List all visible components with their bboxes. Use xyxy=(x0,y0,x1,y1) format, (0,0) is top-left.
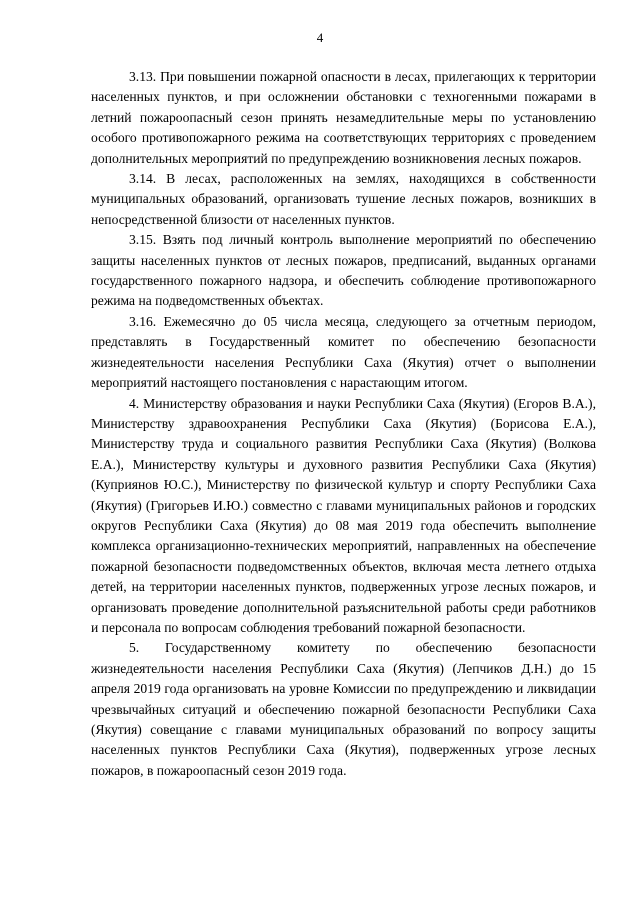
paragraph-4: 4. Министерству образования и науки Республики Саха (Якутия) (Егоров В.А.), Министерству здравоохранения Республики Саха (Якутия) (Борисова Е.А.), Министерству труда и социального развития Республики Саха (Якутия) (Волкова Е.А.), Министерству культуры и духовного развития Республики Саха (Якутия) (Куприянов Ю.С.), Министерству по физической культур и спорту Республики Саха (Якутия) (Григорьев И.Ю.) совместно с главами муниципальных районов и городских округов Республики Саха (Якутия) до 08 мая 2019 года обеспечить выполнение комплекса организационно-технических мероприятий, направленных на обеспечение пожарной безопасности подведомственных объектов, включая места летнего отдыха детей, на территории населенных пунктов, подверженных угрозе лесных пожаров, и организовать проведение дополнительной разъяснительной работы среди работников и персонала по вопросам соблюдения требований пожарной безопасности. xyxy=(91,395,596,635)
paragraph-3-16: 3.16. Ежемесячно до 05 числа месяца, следующего за отчетным периодом, представлять в Государственный комитет по обеспечению безопасности жизнедеятельности населения Республики Саха (Якутия) отчет о выполнении мероприятий настоящего постановления с нарастающим итогом. xyxy=(91,313,596,391)
paragraph-3-13: 3.13. При повышении пожарной опасности в лесах, прилегающих к территории населенных пунктов, и при осложнении обстановки с техногенными пожарами в летний пожароопасный сезон принять незамедлительные меры по установлению особого противопожарного режима на соответствующих территориях с проведением дополнительных мероприятий по предупреждению возникновения лесных пожаров. xyxy=(91,69,596,166)
paragraph-5: 5. Государственному комитету по обеспечению безопасности жизнедеятельности населения Республики Саха (Якутия) (Лепчиков Д.Н.) до 15 апреля 2019 года организовать на уровне Комиссии по предупреждению и ликвидации чрезвычайных ситуаций и обеспечению пожарной безопасности Республики Саха (Якутия) совещание с главами муниципальных образований по вопросу защиты населенных пунктов Республики Саха (Якутия), подверженных угрозе лесных пожаров, в пожароопасный сезон 2019 года. xyxy=(91,640,596,778)
paragraph-3-15: 3.15. Взять под личный контроль выполнение мероприятий по обеспечению защиты населенных пунктов от лесных пожаров, предписаний, выданных органами государственного пожарного надзора, и обеспечить соблюдение противопожарного режима на подведомственных объектах. xyxy=(91,232,596,309)
page-number: 4 xyxy=(316,30,324,45)
paragraph-3-14: 3.14. В лесах, расположенных на землях, находящихся в собственности муниципальных образований, организовать тушение лесных пожаров, возникших в непосредственной близости от населенных пунктов. xyxy=(91,171,596,227)
document-body xyxy=(91,67,596,781)
